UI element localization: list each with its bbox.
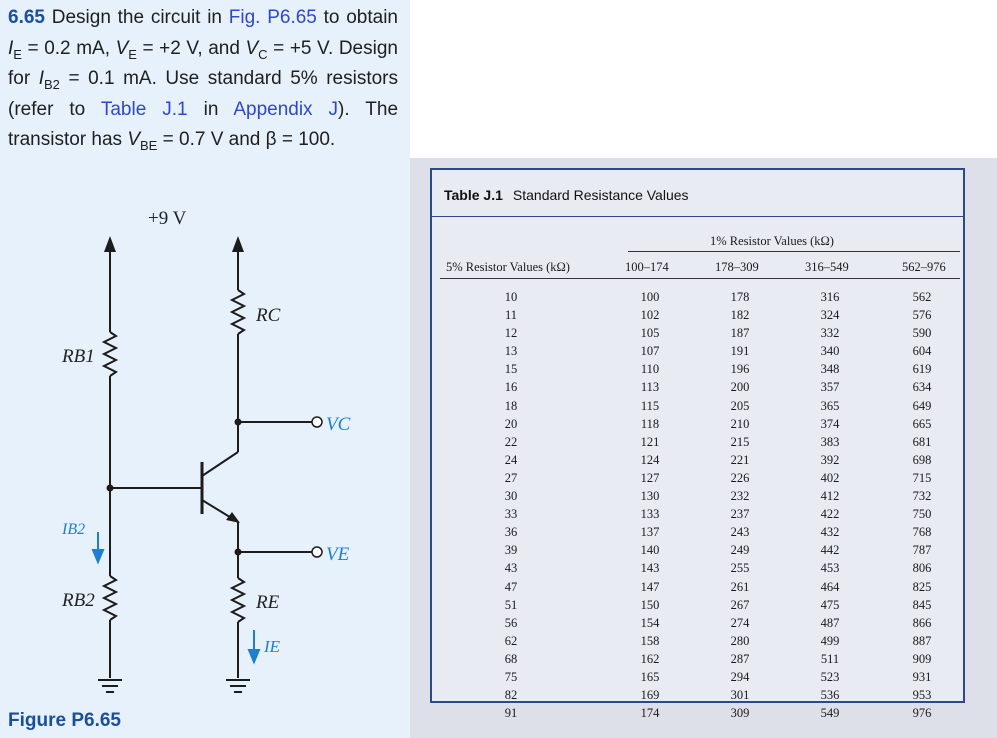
table-cell: 909 xyxy=(912,651,932,666)
table-cell: 649 xyxy=(912,398,932,413)
table-cell: 16 xyxy=(504,380,518,395)
table-cell: 24 xyxy=(504,452,518,467)
rb1-label: RB1 xyxy=(62,346,95,367)
emitter-arrow-icon xyxy=(226,512,240,523)
table-cell: 301 xyxy=(730,688,750,703)
table-caption xyxy=(444,187,689,203)
table-cell: 357 xyxy=(820,380,840,395)
table-cell: 165 xyxy=(640,669,660,684)
ib2-label: IB2 xyxy=(62,521,86,538)
table-cell: 20 xyxy=(504,416,518,431)
table-cell: 698 xyxy=(912,452,932,467)
table-cell: 169 xyxy=(640,688,660,703)
table-cell: 768 xyxy=(912,525,932,540)
table-cell: 931 xyxy=(912,669,932,684)
column-316-549 xyxy=(805,288,855,722)
spec-ib2: = 0.1 mA. Use standard 5% resistors (refer to xyxy=(8,68,398,120)
table-cell: 237 xyxy=(730,507,750,522)
table-cell: 191 xyxy=(730,344,750,359)
table-cell: 576 xyxy=(912,308,932,323)
appendix-link[interactable]: Appendix J xyxy=(233,98,339,120)
table-cell: 402 xyxy=(820,470,840,485)
supply-label: +9 V xyxy=(148,208,187,229)
table-cell: 787 xyxy=(912,543,932,558)
vc-label: VC xyxy=(326,414,351,435)
problem-statement: 6.65 Design the circuit in Fig. P6.65 to obtain $I_E = 0.2$ mA, $V_E = +2$ V, and $V_C = +5$ V. Design for $I_{B2} = 0.1$ mA. Use standard 5% resistors (refer to Table J.1 in Appendix J). The transistor has $V_{BE} = 0.7$ V and β = 100. xyxy=(8,7,399,153)
table-cell: 619 xyxy=(912,362,932,377)
table-cell: 205 xyxy=(730,398,750,413)
table-cell: 130 xyxy=(640,489,660,504)
problem-panel xyxy=(0,0,410,738)
table-cell: 22 xyxy=(504,434,518,449)
ve-terminal-icon xyxy=(312,547,322,557)
table-cell: 91 xyxy=(504,706,518,721)
table-label: Table J.1 xyxy=(444,187,503,203)
table-cell: 562 xyxy=(912,290,932,304)
table-cell: 887 xyxy=(912,633,932,648)
vc-terminal-icon xyxy=(312,417,322,427)
table-cell: 750 xyxy=(912,507,932,522)
table-cell: 665 xyxy=(912,416,932,431)
table-cell: 147 xyxy=(640,579,660,594)
table-cell: 210 xyxy=(730,416,750,431)
table-cell: 47 xyxy=(504,579,518,594)
table-photo-panel xyxy=(410,158,997,738)
table-cell: 442 xyxy=(820,543,840,558)
table-cell: 39 xyxy=(504,543,518,558)
table-caption-band xyxy=(432,170,963,217)
table-cell: 187 xyxy=(730,326,750,341)
table-cell: 590 xyxy=(912,326,932,341)
table-cell: 604 xyxy=(912,344,932,359)
table-cell: 113 xyxy=(640,380,660,395)
table-cell: 294 xyxy=(730,669,750,684)
table-cell: 976 xyxy=(912,706,932,721)
table-cell: 158 xyxy=(640,633,660,648)
column-5pct xyxy=(486,288,536,722)
table-cell: 36 xyxy=(504,525,518,540)
table-cell: 118 xyxy=(640,416,660,431)
column-100-174 xyxy=(625,288,675,722)
table-cell: 365 xyxy=(820,398,840,413)
figure-link[interactable]: Fig. P6.65 xyxy=(228,7,317,28)
table-cell: 383 xyxy=(820,434,840,449)
table-cell: 18 xyxy=(504,398,518,413)
problem-text-3: in xyxy=(203,98,219,120)
supply-arrow-left-icon xyxy=(104,236,116,252)
figure-caption: Figure P6.65 xyxy=(8,710,121,731)
problem-text-2: to obtain xyxy=(323,7,398,28)
table-cell: 75 xyxy=(504,669,518,684)
table-cell: 107 xyxy=(640,344,660,359)
table-cell: 100 xyxy=(640,290,660,304)
table-cell: 261 xyxy=(730,579,750,594)
supply-arrow-right-icon xyxy=(232,236,244,252)
table-cell: 182 xyxy=(730,308,750,323)
table-cell: 825 xyxy=(912,579,932,594)
header-range-1: 100–174 xyxy=(625,260,669,274)
header-range-2: 178–309 xyxy=(715,260,759,274)
table-cell: 133 xyxy=(640,507,660,522)
table-cell: 102 xyxy=(640,308,660,323)
table-cell: 681 xyxy=(912,434,932,449)
table-cell: 332 xyxy=(820,326,840,341)
table-cell: 422 xyxy=(820,507,840,522)
table-cell: 340 xyxy=(820,344,840,359)
table-cell: 274 xyxy=(730,615,750,630)
rb2-label: RB2 xyxy=(62,590,95,611)
table-cell: 121 xyxy=(640,434,660,449)
table-cell: 51 xyxy=(504,597,518,612)
standard-resistance-table xyxy=(430,168,965,721)
table-cell: 196 xyxy=(730,362,750,377)
header-5pct: 5% Resistor Values (kΩ) xyxy=(446,260,570,274)
table-cell: 127 xyxy=(640,470,660,485)
column-562-976 xyxy=(897,288,947,722)
header-rule-1pct xyxy=(628,251,960,252)
table-cell: 324 xyxy=(820,308,840,323)
table-cell: 243 xyxy=(730,525,750,540)
table-cell: 866 xyxy=(912,615,932,630)
table-cell: 143 xyxy=(640,561,660,576)
table-cell: 226 xyxy=(730,470,750,485)
ie-label: IE xyxy=(264,637,281,656)
table-cell: 11 xyxy=(504,308,518,323)
table-cell: 549 xyxy=(820,706,840,721)
table-title: Standard Resistance Values xyxy=(512,187,689,203)
table-cell: 536 xyxy=(820,688,840,703)
table-cell: 953 xyxy=(912,688,932,703)
ie-arrow-icon xyxy=(249,650,259,662)
table-cell: 475 xyxy=(820,597,840,612)
table-link[interactable]: Table J.1 xyxy=(100,98,188,120)
table-cell: 150 xyxy=(640,597,660,612)
table-cell: 12 xyxy=(504,326,518,341)
table-cell: 374 xyxy=(820,416,840,431)
table-cell: 634 xyxy=(912,380,932,395)
rc-label: RC xyxy=(256,305,281,326)
table-cell: 178 xyxy=(730,290,750,304)
problem-text-4: ). The transistor has xyxy=(8,98,399,150)
header-range-3: 316–549 xyxy=(805,260,849,274)
table-cell: 215 xyxy=(730,434,750,449)
table-cell: 174 xyxy=(640,706,660,721)
table-cell: 487 xyxy=(820,615,840,630)
spec-vbe: = 0.7 V and β = 100. xyxy=(162,129,336,150)
table-cell: 309 xyxy=(730,706,750,721)
table-cell: 412 xyxy=(820,489,840,504)
table-cell: 140 xyxy=(640,543,660,558)
table-cell: 392 xyxy=(820,452,840,467)
circuit-diagram xyxy=(0,196,410,706)
table-cell: 287 xyxy=(730,651,750,666)
table-cell: 511 xyxy=(820,651,840,666)
spec-ie: = 0.2 mA, xyxy=(27,37,110,59)
table-cell: 221 xyxy=(730,452,750,467)
table-cell: 154 xyxy=(640,615,660,630)
table-cell: 232 xyxy=(730,489,750,504)
table-cell: 13 xyxy=(504,344,518,359)
table-cell: 137 xyxy=(640,525,660,540)
table-cell: 30 xyxy=(504,489,518,504)
table-cell: 845 xyxy=(912,597,932,612)
spec-ve: = +2 V, and xyxy=(142,37,240,59)
ve-label: VE xyxy=(326,544,350,565)
table-cell: 499 xyxy=(820,633,840,648)
table-cell: 43 xyxy=(504,561,518,576)
table-cell: 715 xyxy=(912,470,932,485)
table-cell: 432 xyxy=(820,525,840,540)
table-cell: 82 xyxy=(504,688,518,703)
table-cell: 124 xyxy=(640,452,660,467)
table-cell: 62 xyxy=(504,633,518,648)
header-1pct-group: 1% Resistor Values (kΩ) xyxy=(710,234,834,248)
table-cell: 33 xyxy=(504,507,518,522)
table-cell: 162 xyxy=(640,651,660,666)
table-cell: 453 xyxy=(820,561,840,576)
table-cell: 255 xyxy=(730,561,750,576)
table-cell: 523 xyxy=(820,669,840,684)
table-cell: 280 xyxy=(730,633,750,648)
table-cell: 105 xyxy=(640,326,660,341)
table-cell: 110 xyxy=(640,362,660,377)
table-cell: 27 xyxy=(504,470,518,485)
table-cell: 464 xyxy=(820,579,840,594)
table-cell: 115 xyxy=(640,398,660,413)
table-cell: 732 xyxy=(912,489,932,504)
problem-text-1: Design the circuit in xyxy=(51,7,222,28)
table-cell: 15 xyxy=(504,362,518,377)
table-cell: 348 xyxy=(820,362,840,377)
ib2-arrow-icon xyxy=(93,550,103,562)
table-cell: 316 xyxy=(820,290,840,304)
re-label: RE xyxy=(256,592,280,613)
spec-vc: = +5 V. Design for xyxy=(8,37,398,89)
header-rule xyxy=(440,278,960,279)
table-cell: 200 xyxy=(730,380,750,395)
table-cell: 56 xyxy=(504,615,518,630)
header-range-4: 562–976 xyxy=(902,260,946,274)
table-cell: 806 xyxy=(912,561,932,576)
table-cell: 267 xyxy=(730,597,750,612)
column-178-309 xyxy=(715,288,765,722)
table-cell: 10 xyxy=(504,290,518,304)
table-cell: 249 xyxy=(730,543,750,558)
problem-number: 6.65 xyxy=(8,7,45,28)
table-cell: 68 xyxy=(504,651,518,666)
